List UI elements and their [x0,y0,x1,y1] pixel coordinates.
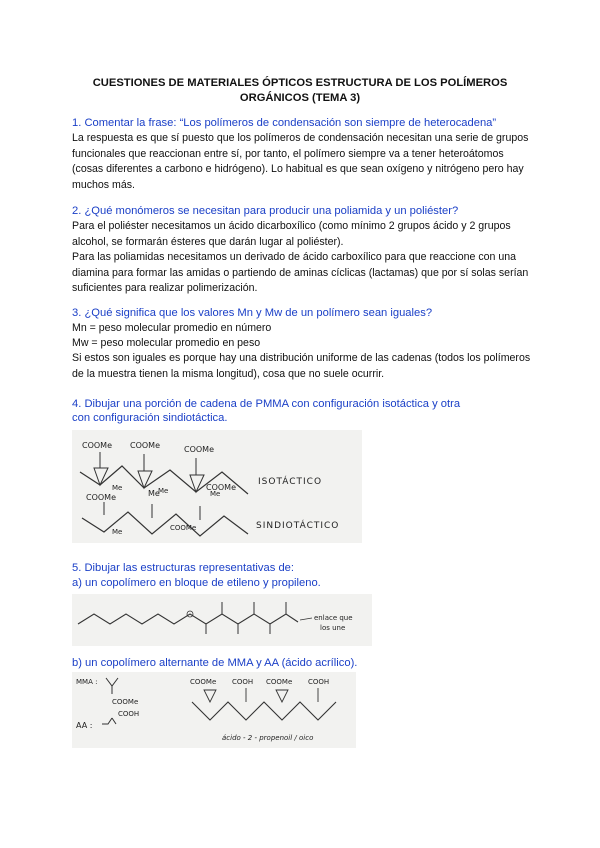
label-sindiotactico: SINDIOTÁCTICO [256,521,340,531]
sindio-label-coome-1: COOMe [86,493,117,502]
label-isotactico: ISOTÁCTICO [258,477,323,487]
chain-cooh-2: COOH [308,678,330,686]
answer-3-mn: Mn = peso molecular promedio en número [72,322,272,334]
iso-label-me-2: Me [158,487,169,495]
answer-3-mw: Mw = peso molecular promedio en peso [72,337,261,349]
mma-coome-label: COOMe [112,698,139,706]
question-5a: a) un copolímero en bloque de etileno y propileno. [72,577,321,589]
aa-label: AA : [76,721,93,730]
answer-3: Si estos son iguales es porque hay una distribución uniforme de las cadenas (todos los polímeros de la muestra tienen la misma longitud), cosa que no suele ocurrir. [72,352,531,380]
question-1: 1. Comentar la frase: “Los polímeros de condensación son siempre de heterocadena” [72,117,497,129]
block-note-line2: los une [320,624,346,632]
copolymer-alternating-sketch [72,672,356,748]
question-5: 5. Dibujar las estructuras representativas de: [72,562,294,574]
answer-1: La respuesta es que sí puesto que los polímeros de condensación necesitan una serie de grupos funcionales que reaccionan entre sí, por tanto, el polímero siempre va a tener heteroátomos (cosas diferentes a carbono e hidrógeno). Lo habitual es que sean oxígeno y nitrógeno pero hay muchos más. [72,132,529,191]
question-2: 2. ¿Qué monómeros se necesitan para producir una poliamida y un poliéster? [72,205,459,217]
question-4-line2: con configuración sindiotáctica. [72,412,228,424]
copolymer-block-sketch [72,594,372,646]
sindio-label-me-1: Me [148,489,160,498]
chain-coome-1: COOMe [190,678,217,686]
sindio-label-coome-2: COOMe [206,483,237,492]
question-3: 3. ¿Qué significa que los valores Mn y Mw de un polímero sean iguales? [72,307,433,319]
page-title: CUESTIONES DE MATERIALES ÓPTICOS ESTRUCTURA DE LOS POLÍMEROS ORGÁNICOS (TEMA 3) [92,77,508,104]
iso-label-coome-1: COOMe [82,441,113,450]
chain-cooh-1: COOH [232,678,254,686]
question-5b: b) un copolímero alternante de MMA y AA (ácido acrílico). [72,657,358,669]
iso-label-me-1: Me [112,484,123,492]
answer-2a: Para el poliéster necesitamos un ácido dicarboxílico (como mínimo 2 grupos ácido y 2 grupos alcohol, se formarán ésteres que darán lugar al poliéster). [72,220,511,248]
iso-label-me-3: Me [210,490,221,498]
answer-2b: Para las poliamidas necesitamos un derivado de ácido carboxílico para que reaccione con una diamina para formar las amidas o partiendo de aminas cíclicas (lactamas) que por sí solas serían suficientes para realizar polimerización. [72,251,529,295]
block-note-line1: enlace que [314,614,353,622]
pmma-sketch [72,430,362,543]
acid-name-label: ácido - 2 - propenoil / oico [222,734,314,742]
iso-label-coome-2: COOMe [130,441,161,450]
mma-label: MMA : [76,678,98,686]
sindio-label-me-2: Me [112,528,123,536]
aa-cooh-label: COOH [118,710,140,718]
question-4-line1: 4. Dibujar una porción de cadena de PMMA con configuración isotáctica y otra [72,398,461,410]
sindio-label-coome-3: COOMe [170,524,197,532]
chain-coome-2: COOMe [266,678,293,686]
iso-label-coome-3: COOMe [184,445,215,454]
